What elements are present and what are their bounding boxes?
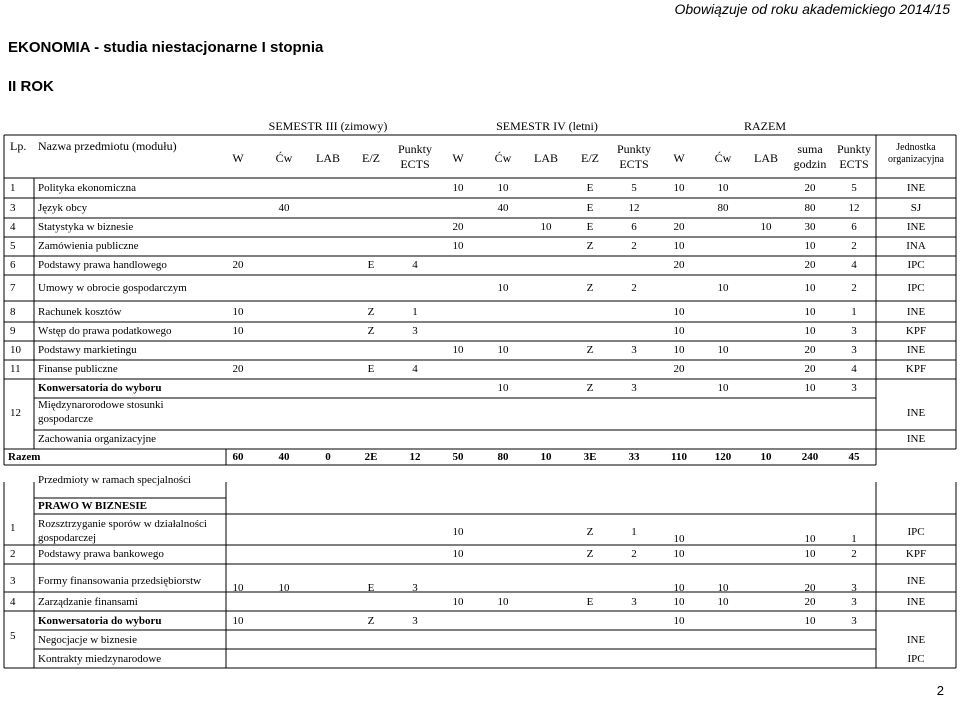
r-w-header: W	[673, 151, 685, 165]
cell-unit: INE	[906, 344, 926, 356]
s3-cw-header: Ćw	[275, 151, 293, 165]
subject-name: Finanse publiczne	[38, 363, 118, 375]
cell-s3-ects: 3	[412, 582, 418, 594]
cell-unit: INE	[906, 407, 926, 419]
cell-r-ects: 45	[848, 451, 860, 463]
cell-r-ects: 3	[851, 615, 857, 627]
cell-s3-ez: Z	[367, 306, 375, 318]
cell-s4-ects: 3	[631, 596, 637, 608]
cell-s4-lab: 10	[540, 451, 552, 463]
subject-name-line-1: Rozsztrzyganie sporów w działalności	[38, 518, 207, 530]
cell-s4-lab: 10	[540, 221, 552, 233]
r-cw-header: Ćw	[714, 151, 732, 165]
cell-s3-ez: 2E	[364, 451, 378, 463]
cell-r-ects: 3	[851, 582, 857, 594]
s4-ects-header-2: ECTS	[619, 157, 649, 171]
cell-r-suma: 20	[804, 344, 816, 356]
cell-r-w: 10	[673, 344, 685, 356]
row-total-label: Konwersatoria do wyboru	[38, 615, 162, 627]
cell-s4-cw: 40	[497, 202, 509, 214]
cell-s4-w: 10	[452, 344, 464, 356]
subject-name: Wstęp do prawa podatkowego	[38, 325, 172, 337]
r-ects-header-1: Punkty	[836, 142, 872, 156]
subject-name-line-2: gospodarczej	[38, 532, 97, 544]
unit-header-2: organizacyjna	[888, 154, 944, 165]
s4-ez-header: E/Z	[581, 151, 599, 165]
cell-s4-ez: Z	[586, 548, 594, 560]
cell-s4-ects: 2	[631, 240, 637, 252]
row-number: 4	[10, 596, 16, 608]
cell-s3-lab: 0	[325, 451, 331, 463]
cell-s4-ects: 5	[631, 182, 637, 194]
cell-s4-ez: Z	[586, 240, 594, 252]
cell-unit: KPF	[905, 325, 927, 337]
subject-name: Polityka ekonomiczna	[38, 182, 137, 194]
cell-s4-ez: Z	[586, 526, 594, 538]
cell-r-ects: 6	[851, 221, 857, 233]
r-suma-header-2: godzin	[793, 157, 827, 171]
document-title: EKONOMIA - studia niestacjonarne I stopnia	[8, 39, 324, 56]
s4-ects-header-1: Punkty	[616, 142, 652, 156]
subject-name: Formy finansowania przedsiębiorstw	[38, 575, 202, 587]
s4-w-header: W	[452, 151, 464, 165]
cell-r-w: 110	[671, 451, 687, 463]
cell-s4-cw: 10	[497, 282, 509, 294]
cell-s4-ects: 33	[628, 451, 640, 463]
cell-s3-ez: Z	[367, 325, 375, 337]
cell-r-w: 10	[673, 596, 685, 608]
cell-r-ects: 4	[851, 363, 857, 375]
cell-s3-ez: E	[367, 363, 375, 375]
s3-w-header: W	[232, 151, 244, 165]
cell-r-ects: 3	[851, 325, 857, 337]
subject-name: Umowy w obrocie gospodarczym	[38, 282, 187, 294]
cell-s3-ez: E	[367, 259, 375, 271]
cell-s3-w: 10	[232, 306, 244, 318]
cell-s4-w: 50	[452, 451, 464, 463]
cell-s4-w: 20	[452, 221, 464, 233]
cell-s4-ects: 12	[628, 202, 640, 214]
cell-r-w: 10	[673, 533, 685, 545]
cell-unit: IPC	[907, 526, 925, 538]
cell-r-ects: 1	[851, 306, 857, 318]
cell-s4-ects: 2	[631, 282, 637, 294]
cell-r-suma: 10	[804, 382, 816, 394]
cell-r-suma: 20	[804, 363, 816, 375]
row-number: 7	[10, 282, 16, 294]
cell-r-suma: 20	[804, 259, 816, 271]
cell-r-ects: 2	[851, 240, 857, 252]
row-total-label: Konwersatoria do wyboru	[38, 382, 162, 394]
cell-r-cw: 80	[717, 202, 729, 214]
cell-r-w: 10	[673, 615, 685, 627]
cell-r-suma: 10	[804, 615, 816, 627]
cell-r-ects: 3	[851, 596, 857, 608]
cell-s4-cw: 10	[497, 182, 509, 194]
cell-unit: KPF	[905, 363, 927, 375]
cell-r-w: 10	[673, 325, 685, 337]
cell-s4-ez: E	[586, 182, 594, 194]
cell-r-cw: 10	[717, 596, 729, 608]
row-number: 2	[10, 548, 16, 560]
cell-s4-ez: E	[586, 202, 594, 214]
row-number: 9	[10, 325, 16, 337]
cell-r-w: 10	[673, 240, 685, 252]
cell-s4-ects: 2	[631, 548, 637, 560]
cell-s3-cw: 40	[278, 202, 290, 214]
cell-r-suma: 20	[804, 596, 816, 608]
cell-r-suma: 20	[804, 182, 816, 194]
subject-name-line-2: gospodarcze	[38, 413, 93, 425]
cell-unit: KPF	[905, 548, 927, 560]
cell-r-cw: 10	[717, 282, 729, 294]
total-header: RAZEM	[744, 119, 786, 133]
subject-name: Zachowania organizacyjne	[38, 433, 156, 445]
semester-3-header: SEMESTR III (zimowy)	[268, 119, 388, 133]
cell-s4-cw: 10	[497, 344, 509, 356]
row-number: 1	[10, 182, 16, 194]
subject-name: Podstawy prawa bankowego	[38, 548, 164, 560]
cell-unit: INE	[906, 575, 926, 587]
cell-s4-w: 10	[452, 240, 464, 252]
row-number: 6	[10, 259, 16, 271]
cell-s3-ects: 4	[412, 259, 418, 271]
subject-name: Podstawy markietingu	[38, 344, 137, 356]
cell-r-suma: 240	[801, 451, 819, 463]
page-number: 2	[936, 683, 944, 698]
row-number: 5	[10, 630, 16, 642]
cell-r-cw: 10	[717, 344, 729, 356]
cell-s3-ects: 12	[409, 451, 421, 463]
cell-s3-w: 60	[232, 451, 244, 463]
row-number: 4	[10, 221, 16, 233]
cell-r-w: 10	[673, 306, 685, 318]
cell-s4-ects: 3	[631, 382, 637, 394]
cell-s4-w: 10	[452, 596, 464, 608]
cell-r-w: 20	[673, 259, 685, 271]
cell-unit: INA	[906, 240, 926, 252]
cell-r-ects: 2	[851, 548, 857, 560]
cell-r-w: 10	[673, 548, 685, 560]
cell-r-cw: 10	[717, 582, 729, 594]
subject-name: Zamówienia publiczne	[38, 240, 139, 252]
row-number: 1	[10, 522, 16, 534]
semester-4-header: SEMESTR IV (letni)	[496, 119, 598, 133]
row-number: 12	[10, 407, 21, 419]
cell-s3-ects: 3	[412, 325, 418, 337]
cell-r-suma: 10	[804, 282, 816, 294]
cell-s3-ez: E	[367, 582, 375, 594]
cell-r-suma: 10	[804, 306, 816, 318]
cell-unit: INE	[906, 306, 926, 318]
r-ects-header-2: ECTS	[839, 157, 869, 171]
cell-s4-ects: 6	[631, 221, 637, 233]
cell-s4-cw: 10	[497, 596, 509, 608]
row-number: 8	[10, 306, 16, 318]
subject-name: Kontrakty miedzynarodowe	[38, 653, 162, 665]
cell-s4-w: 10	[452, 182, 464, 194]
year-label: II ROK	[8, 78, 54, 95]
specialization-intro: Przedmioty w ramach specjalności	[38, 474, 192, 486]
cell-s4-ez: Z	[586, 344, 594, 356]
cell-s3-ects: 4	[412, 363, 418, 375]
row-number: 10	[10, 344, 21, 356]
cell-r-lab: 10	[760, 221, 772, 233]
cell-s4-ects: 3	[631, 344, 637, 356]
s3-ects-header-2: ECTS	[400, 157, 430, 171]
cell-r-suma: 10	[804, 548, 816, 560]
cell-r-suma: 10	[804, 240, 816, 252]
cell-s3-ez: Z	[367, 615, 375, 627]
cell-r-ects: 3	[851, 382, 857, 394]
col-lp-header: Lp.	[10, 139, 27, 153]
cell-r-cw: 120	[714, 451, 732, 463]
row-total-label: Razem	[8, 451, 41, 463]
cell-r-suma: 30	[804, 221, 816, 233]
row-number: 5	[10, 240, 16, 252]
cell-s3-ects: 1	[412, 306, 418, 318]
cell-r-suma: 10	[804, 325, 816, 337]
cell-s3-w: 10	[232, 615, 244, 627]
cell-s3-w: 10	[232, 582, 244, 594]
r-suma-header-1: suma	[797, 142, 823, 156]
cell-r-lab: 10	[760, 451, 772, 463]
cell-r-ects: 3	[851, 344, 857, 356]
subject-name: Język obcy	[38, 202, 88, 214]
cell-unit: IPC	[907, 653, 925, 665]
cell-s3-cw: 10	[278, 582, 290, 594]
cell-unit: INE	[906, 182, 926, 194]
cell-r-ects: 5	[851, 182, 857, 194]
s4-lab-header: LAB	[534, 151, 558, 165]
cell-unit: INE	[906, 596, 926, 608]
subject-name: Zarządzanie finansami	[38, 596, 138, 608]
s3-ez-header: E/Z	[362, 151, 380, 165]
s3-lab-header: LAB	[316, 151, 340, 165]
cell-s4-w: 10	[452, 548, 464, 560]
cell-r-cw: 10	[717, 382, 729, 394]
cell-s4-ez: Z	[586, 282, 594, 294]
cell-r-w: 20	[673, 221, 685, 233]
cell-r-ects: 4	[851, 259, 857, 271]
cell-s3-w: 20	[232, 259, 244, 271]
cell-s3-w: 10	[232, 325, 244, 337]
subject-name: Negocjacje w biznesie	[38, 634, 137, 646]
cell-s3-cw: 40	[278, 451, 290, 463]
cell-r-ects: 1	[851, 533, 857, 545]
subject-name: Podstawy prawa handlowego	[38, 259, 167, 271]
col-name-header: Nazwa przedmiotu (modułu)	[38, 139, 177, 153]
cell-r-suma: 20	[804, 582, 816, 594]
cell-s4-ez: E	[586, 221, 594, 233]
cell-r-ects: 12	[848, 202, 860, 214]
s4-cw-header: Ćw	[494, 151, 512, 165]
subject-name: Statystyka w biznesie	[38, 221, 134, 233]
page-header-note: Obowiązuje od roku akademickiego 2014/15	[674, 1, 950, 17]
cell-s3-ects: 3	[412, 615, 418, 627]
subject-name: Rachunek kosztów	[38, 306, 122, 318]
unit-header-1: Jednostka	[896, 142, 936, 153]
row-number: 3	[10, 202, 16, 214]
cell-unit: INE	[906, 634, 926, 646]
cell-s4-cw: 10	[497, 382, 509, 394]
cell-r-ects: 2	[851, 282, 857, 294]
r-lab-header: LAB	[754, 151, 778, 165]
cell-r-w: 10	[673, 182, 685, 194]
row-number: 3	[10, 575, 16, 587]
cell-s4-ez: E	[586, 596, 594, 608]
cell-r-cw: 10	[717, 182, 729, 194]
specialization-heading: PRAWO W BIZNESIE	[38, 500, 148, 512]
cell-unit: IPC	[907, 282, 925, 294]
s3-ects-header-1: Punkty	[397, 142, 433, 156]
row-number: 11	[10, 363, 21, 375]
cell-s4-ects: 1	[631, 526, 637, 538]
cell-r-suma: 80	[804, 202, 816, 214]
cell-s4-w: 10	[452, 526, 464, 538]
cell-r-w: 20	[673, 363, 685, 375]
subject-name-line-1: Międzynarorodowe stosunki	[38, 399, 164, 411]
cell-unit: SJ	[910, 202, 922, 214]
cell-s4-cw: 80	[497, 451, 509, 463]
cell-unit: IPC	[907, 259, 925, 271]
cell-s4-ez: Z	[586, 382, 594, 394]
cell-r-w: 10	[673, 582, 685, 594]
cell-unit: INE	[906, 221, 926, 233]
cell-unit: INE	[906, 433, 926, 445]
cell-s4-ez: 3E	[583, 451, 597, 463]
cell-r-suma: 10	[804, 533, 816, 545]
cell-s3-w: 20	[232, 363, 244, 375]
